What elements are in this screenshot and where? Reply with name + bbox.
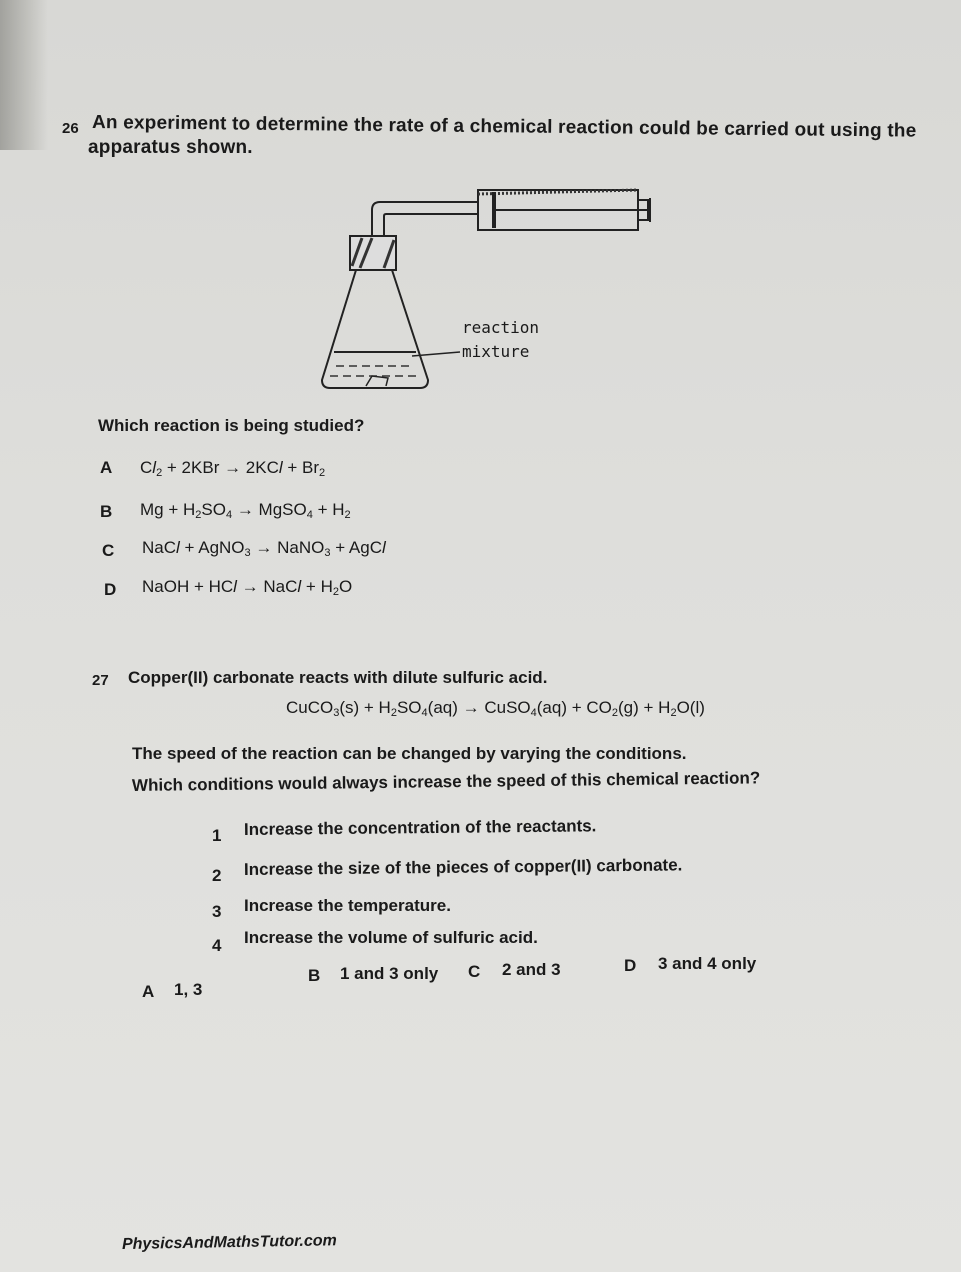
q27-stem: Copper(II) carbonate reacts with dilute sulfuric acid. (128, 668, 548, 687)
solid-pieces (366, 376, 388, 386)
q27-condition-4-text: Increase the volume of sulfuric acid. (244, 928, 538, 947)
q26-option-c-equation: NaCl + AgNO$_3$ → NaNO$_3$ + AgCl (142, 538, 386, 559)
q27-answer-b-letter: B (308, 966, 321, 985)
q27-condition-2-number: 2 (212, 866, 222, 885)
conical-flask (322, 270, 428, 388)
q27-answer-c-text: 2 and 3 (502, 960, 561, 979)
q26-option-d-letter: D (104, 580, 117, 599)
q27-equation: CuCO$_3$(s) + $H_2SO_4(aq)$ → CuSO$_4$(aq) + $CO_2(g) + H_2O(l)$ (286, 698, 705, 719)
q27-condition-3-text: Increase the temperature. (244, 896, 451, 915)
q27-answer-a-text: 1, 3 (174, 980, 203, 999)
q27-answer-c-letter: C (468, 962, 481, 981)
q27-answer-d-text: 3 and 4 only (658, 954, 757, 973)
q27-condition-1-number: 1 (212, 826, 222, 845)
q27-number: 27 (92, 672, 109, 689)
diagram-label-reaction: reaction (462, 318, 540, 337)
q26-option-a-letter: A (100, 458, 113, 477)
q26-stem-line2: apparatus shown. (88, 137, 253, 158)
q27-answer-a-letter: A (142, 982, 155, 1001)
q26-option-b-letter: B (100, 502, 113, 521)
q27-statement-which: Which conditions would always increase the speed of this chemical reaction? (131, 768, 761, 795)
q27-answer-b-text: 1 and 3 only (340, 964, 439, 983)
q26-option-b-equation: $Mg + H_2SO_4$ → MgSO$_4$ + $H_2$ (140, 500, 351, 521)
q27-condition-4-number: 4 (212, 936, 222, 955)
q26-stem-line1: An experiment to determine the rate of a chemical reaction could be carried out using the (91, 112, 917, 142)
footer-website: PhysicsAndMathsTutor.com (121, 1232, 337, 1253)
q27-answer-d-letter: D (624, 956, 637, 975)
q27-statement-speed: The speed of the reaction can be changed by varying the conditions. (132, 744, 687, 763)
stopper (350, 236, 396, 270)
gas-syringe (478, 190, 650, 230)
q26-option-a-equation: $Cl_2 + 2KBr \to 2KCl + Br_2$ (140, 458, 326, 479)
q26-option-d-equation: NaOH + HCl → NaCl + $H_2O$ (142, 577, 353, 598)
apparatus-diagram (300, 180, 680, 400)
delivery-tube (372, 202, 478, 240)
q26-number: 26 (62, 120, 79, 137)
binder-shadow (0, 0, 48, 150)
diagram-label-mixture: mixture (462, 342, 530, 361)
q27-condition-2-text: Increase the size of the pieces of copper(II) carbonate. (243, 855, 683, 879)
q27-condition-3-number: 3 (212, 902, 222, 921)
q26-question: Which reaction is being studied? (98, 416, 365, 435)
q26-option-c-letter: C (102, 541, 115, 560)
q27-condition-1-text: Increase the concentration of the reactants. (243, 816, 597, 839)
